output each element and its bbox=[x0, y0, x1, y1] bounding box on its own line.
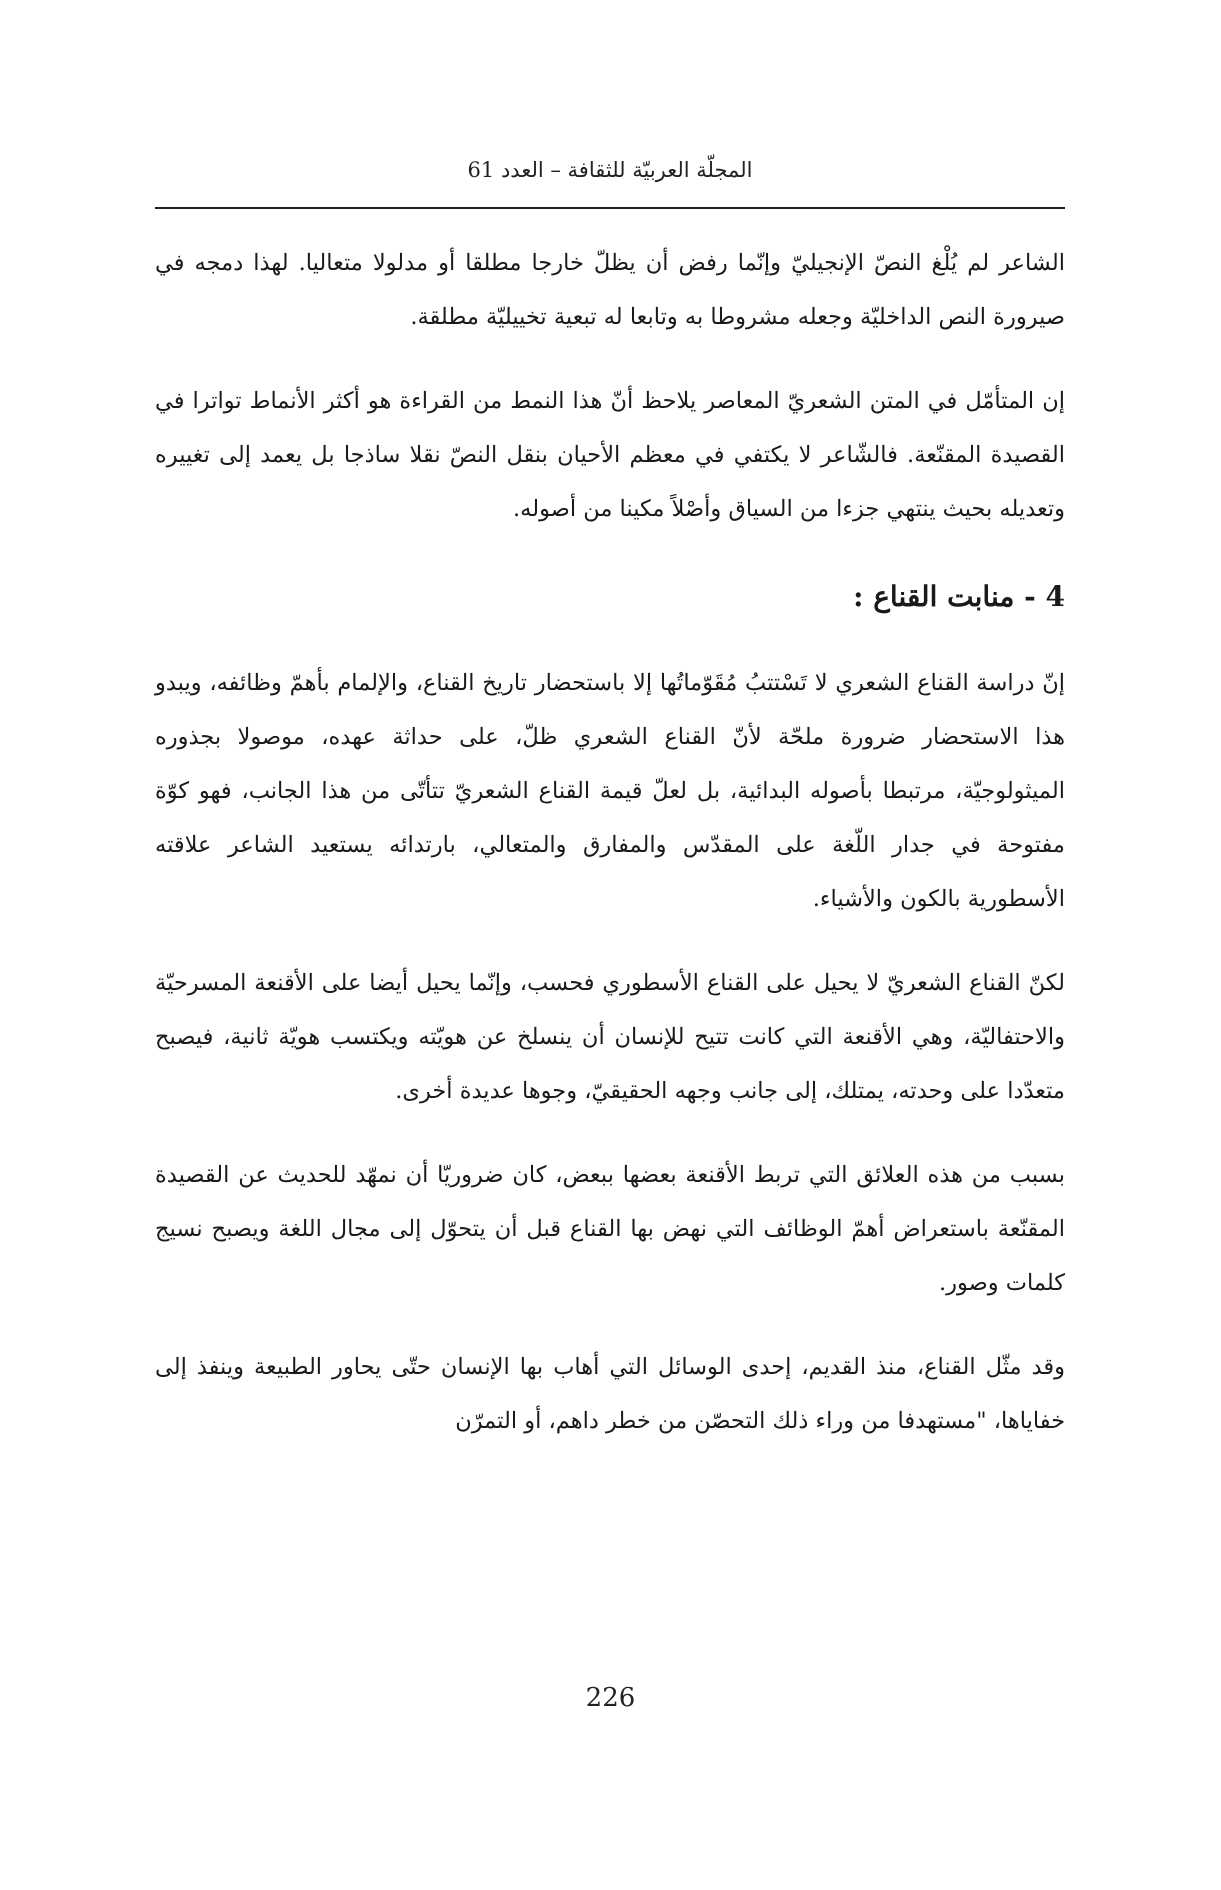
running-header: المجلّة العربيّة للثقافة – العدد 61 bbox=[467, 158, 753, 182]
paragraph-2: إن المتأمّل في المتن الشعريّ المعاصر يلاحظ أنّ هذا النمط من القراءة هو أكثر الأنماط تواترا في القصيدة المقنّعة. فالشّاعر لا يكتفي في معظم الأحيان بنقل النصّ نقلا ساذجا بل يعمد إلى تغييره وتعديله بحيث ينتهي جزءا من السياق وأصْلاً مكينا من أصوله. bbox=[155, 388, 1065, 522]
paragraph-3: إنّ دراسة القناع الشعري لا تَسْتتبُ مُقَوّماتُها إلا باستحضار تاريخ القناع، والإلمام بأهمّ وظائفه، ويبدو هذا الاستحضار ضرورة ملحّة لأنّ القناع الشعري ظلّ، على حداثة عهده، موصولا بجذوره الميثولوجيّة، مرتبطا بأصوله البدائية، بل لعلّ قيمة القناع الشعريّ تتأتّى من هذا الجانب، فهو كوّة مفتوحة في جدار اللّغة على المقدّس والمفارق والمتعالي، بارتدائه يستعيد الشاعر علاقته الأسطورية بالكون والأشياء. bbox=[155, 670, 1065, 912]
page-number: 226 bbox=[585, 1683, 636, 1713]
paragraph-5: بسبب من هذه العلائق التي تربط الأقنعة بعضها ببعض، كان ضروريّا أن نمهّد للحديث عن القصيدة المقنّعة باستعراض أهمّ الوظائف التي نهض بها القناع قبل أن يتحوّل إلى مجال اللغة ويصبح نسيج كلمات وصور. bbox=[155, 1162, 1065, 1296]
header-rule bbox=[155, 207, 1065, 209]
section-heading: 4 - منابت القناع : bbox=[853, 580, 1065, 613]
body-text bbox=[155, 236, 1065, 1448]
paragraph-1: الشاعر لم يُلْغ النصّ الإنجيليّ وإنّما رفض أن يظلّ خارجا مطلقا أو مدلولا متعاليا. لهذا دمجه في صيرورة النص الداخليّة وجعله مشروطا به وتابعا له تبعية تخييليّة مطلقة. bbox=[155, 250, 1065, 330]
paragraph-4: لكنّ القناع الشعريّ لا يحيل على القناع الأسطوري فحسب، وإنّما يحيل أيضا على الأقنعة المسرحيّة والاحتفاليّة، وهي الأقنعة التي كانت تتيح للإنسان أن ينسلخ عن هويّته ويكتسب هويّة ثانية، فيصبح متعدّدا على وحدته، يمتلك، إلى جانب وجهه الحقيقيّ، وجوها عديدة أخرى. bbox=[155, 970, 1065, 1104]
paragraph-6: وقد مثّل القناع، منذ القديم، إحدى الوسائل التي أهاب بها الإنسان حتّى يحاور الطبيعة وينفذ إلى خفاياها، "مستهدفا من وراء ذلك التحصّن من خطر داهم، أو التمرّن bbox=[155, 1354, 1065, 1434]
